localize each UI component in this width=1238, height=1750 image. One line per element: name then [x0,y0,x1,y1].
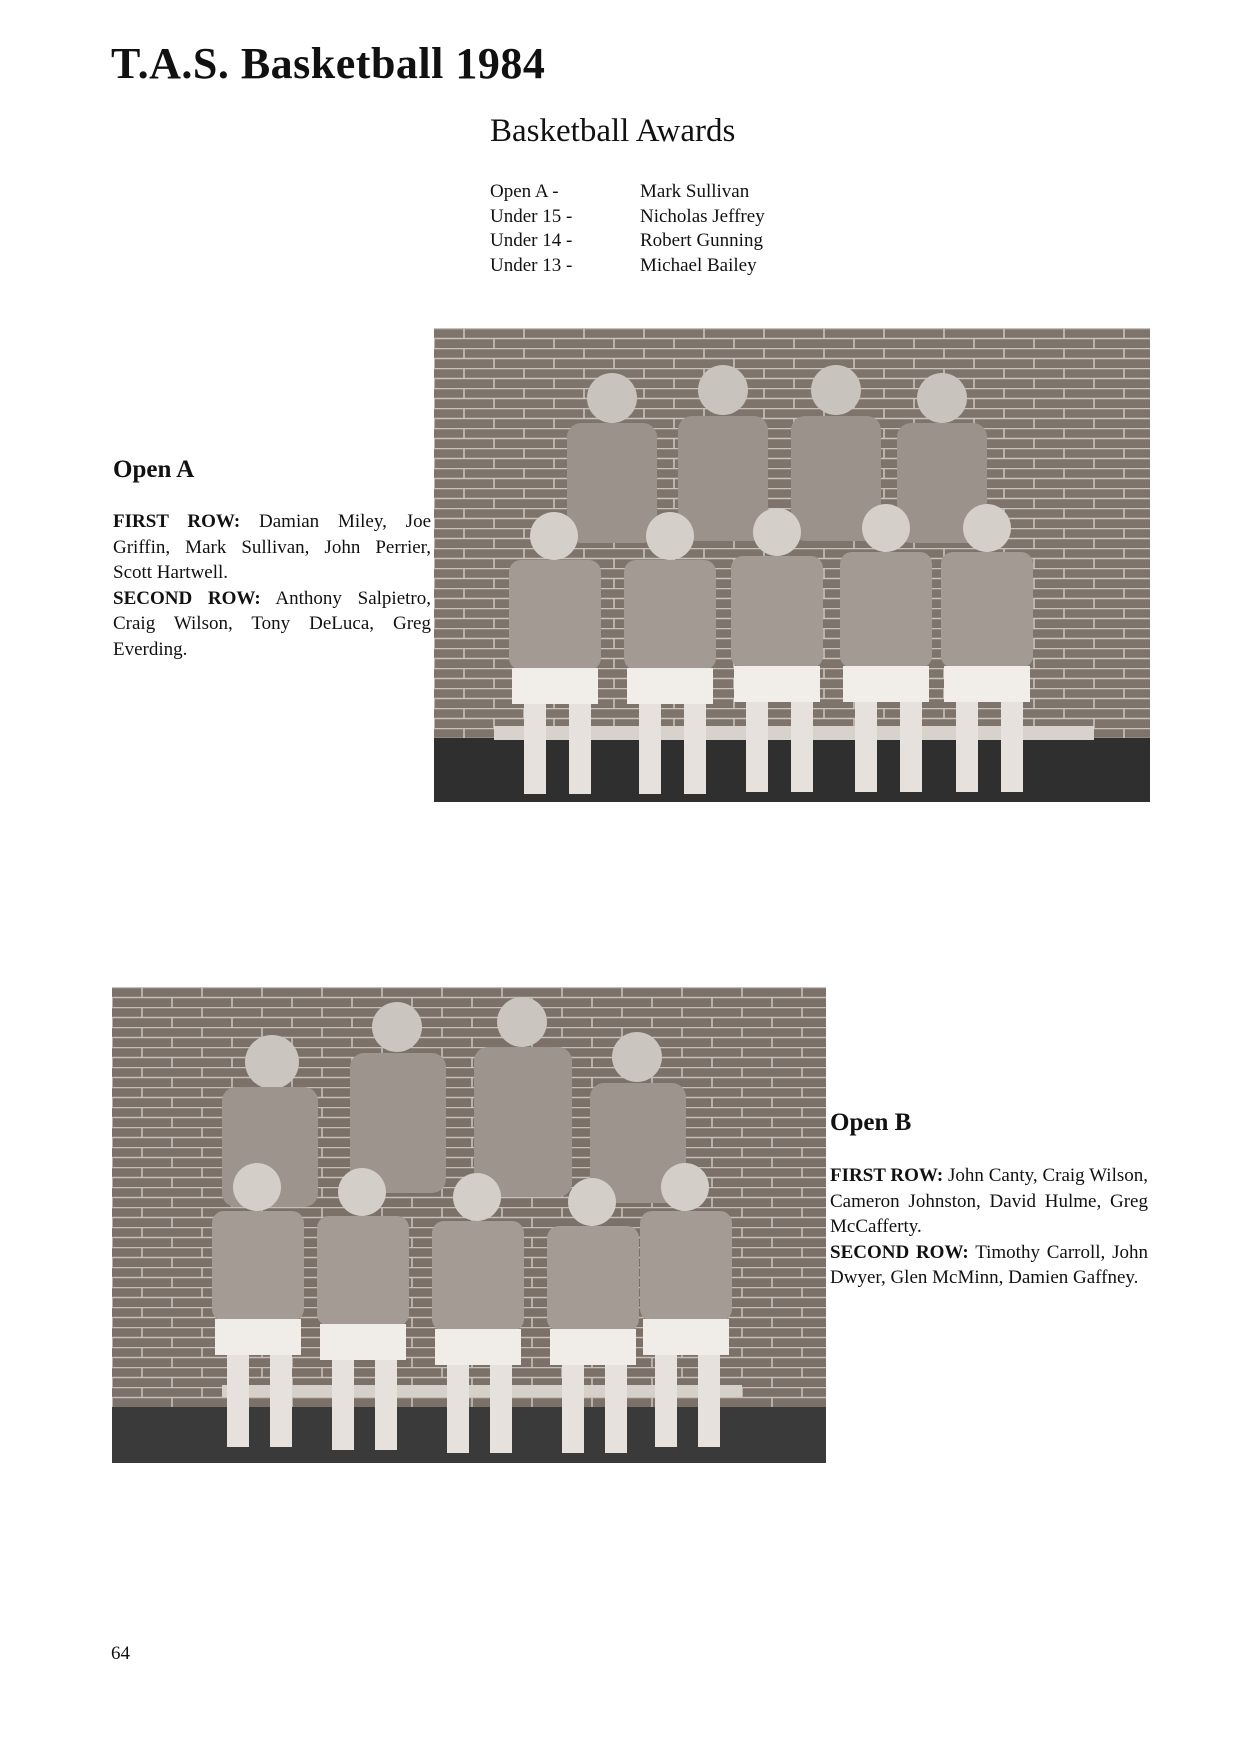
award-category: Under 15 - [490,205,573,227]
open-b-photo-graphic [112,987,826,1463]
page-number: 64 [111,1643,130,1664]
first-row-label: FIRST ROW: [113,511,241,532]
award-winner: Michael Bailey [640,254,757,276]
second-row-label: SECOND ROW: [113,587,261,609]
award-winner: Robert Gunning [640,230,763,251]
open-b-heading: Open B [830,1109,912,1136]
first-row-names: Damian Miley, Joe Griffin, Mark Sullivan, John Perrier, Scott Hartwell. [113,511,431,583]
award-row [490,205,765,230]
open-a-team-photo [434,328,1150,802]
award-winner: Nicholas Jeffrey [640,205,765,227]
second-row-label: SECOND ROW: [830,1241,969,1263]
awards-table [490,180,765,278]
open-a-second-row [113,586,431,663]
award-row [490,180,765,205]
awards-heading: Basketball Awards [490,113,736,149]
award-category: Under 14 - [490,230,573,251]
first-row-label: FIRST ROW: [830,1165,944,1186]
second-row-names: Anthony Salpietro, Craig Wilson, Tony DeLuca, Greg Everding. [113,587,431,660]
open-b-first-row [830,1163,1148,1240]
award-category: Under 13 - [490,254,573,276]
page-title: T.A.S. Basketball 1984 [111,39,546,88]
open-b-caption [830,1163,1148,1291]
second-row-names: Timothy Carroll, John Dwyer, Glen McMinn, Damien Gaffney. [830,1241,1148,1288]
open-a-heading: Open A [113,456,195,483]
open-b-second-row [830,1240,1148,1291]
open-a-photo-graphic [434,328,1150,802]
award-row [490,229,765,254]
open-a-first-row [113,509,431,586]
first-row-names: John Canty, Craig Wilson, Cameron Johnston, David Hulme, Greg McCafferty. [830,1165,1148,1237]
open-b-team-photo [112,987,826,1463]
open-a-caption [113,509,431,662]
award-winner: Mark Sullivan [640,181,750,202]
award-row [490,254,765,279]
award-category: Open A - [490,181,559,202]
